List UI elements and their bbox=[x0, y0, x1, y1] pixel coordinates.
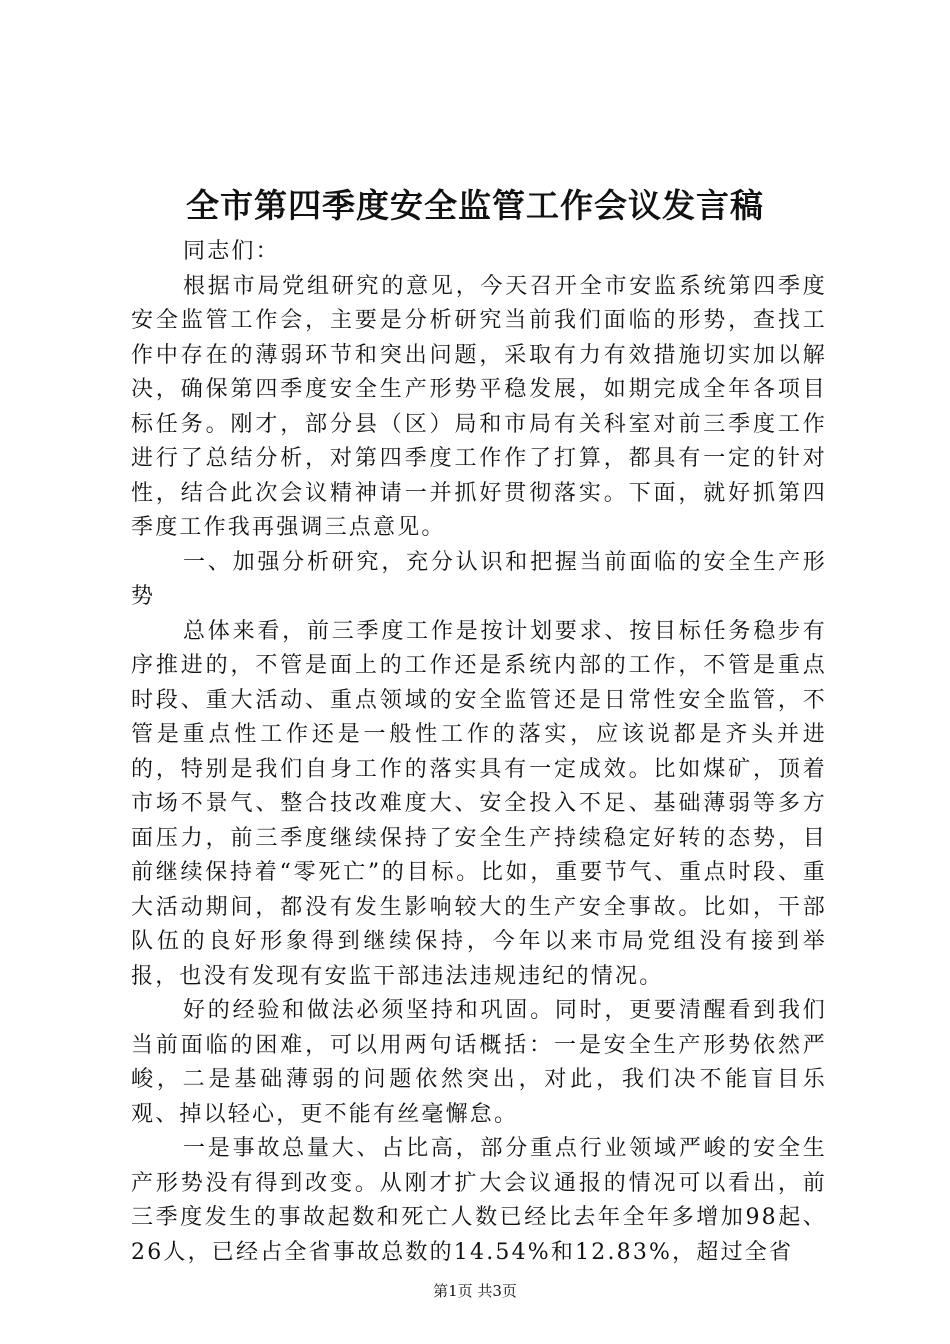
document-title: 全市第四季度安全监管工作会议发言稿 bbox=[186, 186, 764, 225]
page-number-footer: 第1页 共3页 bbox=[433, 1282, 517, 1300]
document-body bbox=[131, 235, 827, 1270]
accident-paragraph: 一是事故总量大、占比高，部分重点行业领域严峻的安全生产形势没有得到改变。从刚才扩大会议通报的情况可以看出，前三季度发生的事故起数和死亡人数已经比去年全年多增加98起、26人，已经占全省事故总数的14.54%和12.83%，超过全省 bbox=[131, 1136, 827, 1265]
salutation-paragraph: 同志们： bbox=[183, 239, 280, 264]
experience-paragraph: 好的经验和做法必须坚持和巩固。同时，更要清醒看到我们当前面临的困难，可以用两句话概括：一是安全生产形势依然严峻，二是基础薄弱的问题依然突出，对此，我们决不能盲目乐观、掉以轻心，更不能有丝毫懈怠。 bbox=[131, 998, 827, 1127]
intro-paragraph: 根据市局党组研究的意见，今天召开全市安监系统第四季度安全监管工作会，主要是分析研究当前我们面临的形势，查找工作中存在的薄弱环节和突出问题，采取有力有效措施切实加以解决，确保第四季度安全生产形势平稳发展，如期完成全年各项目标任务。刚才，部分县（区）局和市局有关科室对前三季度工作进行了总结分析，对第四季度工作作了打算，都具有一定的针对性，结合此次会议精神请一并抓好贯彻落实。下面，就好抓第四季度工作我再强调三点意见。 bbox=[131, 273, 827, 540]
section-heading-1: 一、加强分析研究，充分认识和把握当前面临的安全生产形势 bbox=[131, 549, 827, 609]
overview-paragraph: 总体来看，前三季度工作是按计划要求、按目标任务稳步有序推进的，不管是面上的工作还是系统内部的工作，不管是重点时段、重大活动、重点领域的安全监管还是日常性安全监管，不管是重点性工作还是一般性工作的落实，应该说都是齐头并进的，特别是我们自身工作的落实具有一定成效。比如煤矿，顶着市场不景气、整合技改难度大、安全投入不足、基础薄弱等多方面压力，前三季度继续保持了安全生产持续稳定好转的态势，目前继续保持着“零死亡”的目标。比如，重要节气、重点时段、重大活动期间，都没有发生影响较大的生产安全事故。比如，干部队伍的良好形象得到继续保持，今年以来市局党组没有接到举报，也没有发现有安监干部违法违规违纪的情况。 bbox=[131, 618, 827, 989]
